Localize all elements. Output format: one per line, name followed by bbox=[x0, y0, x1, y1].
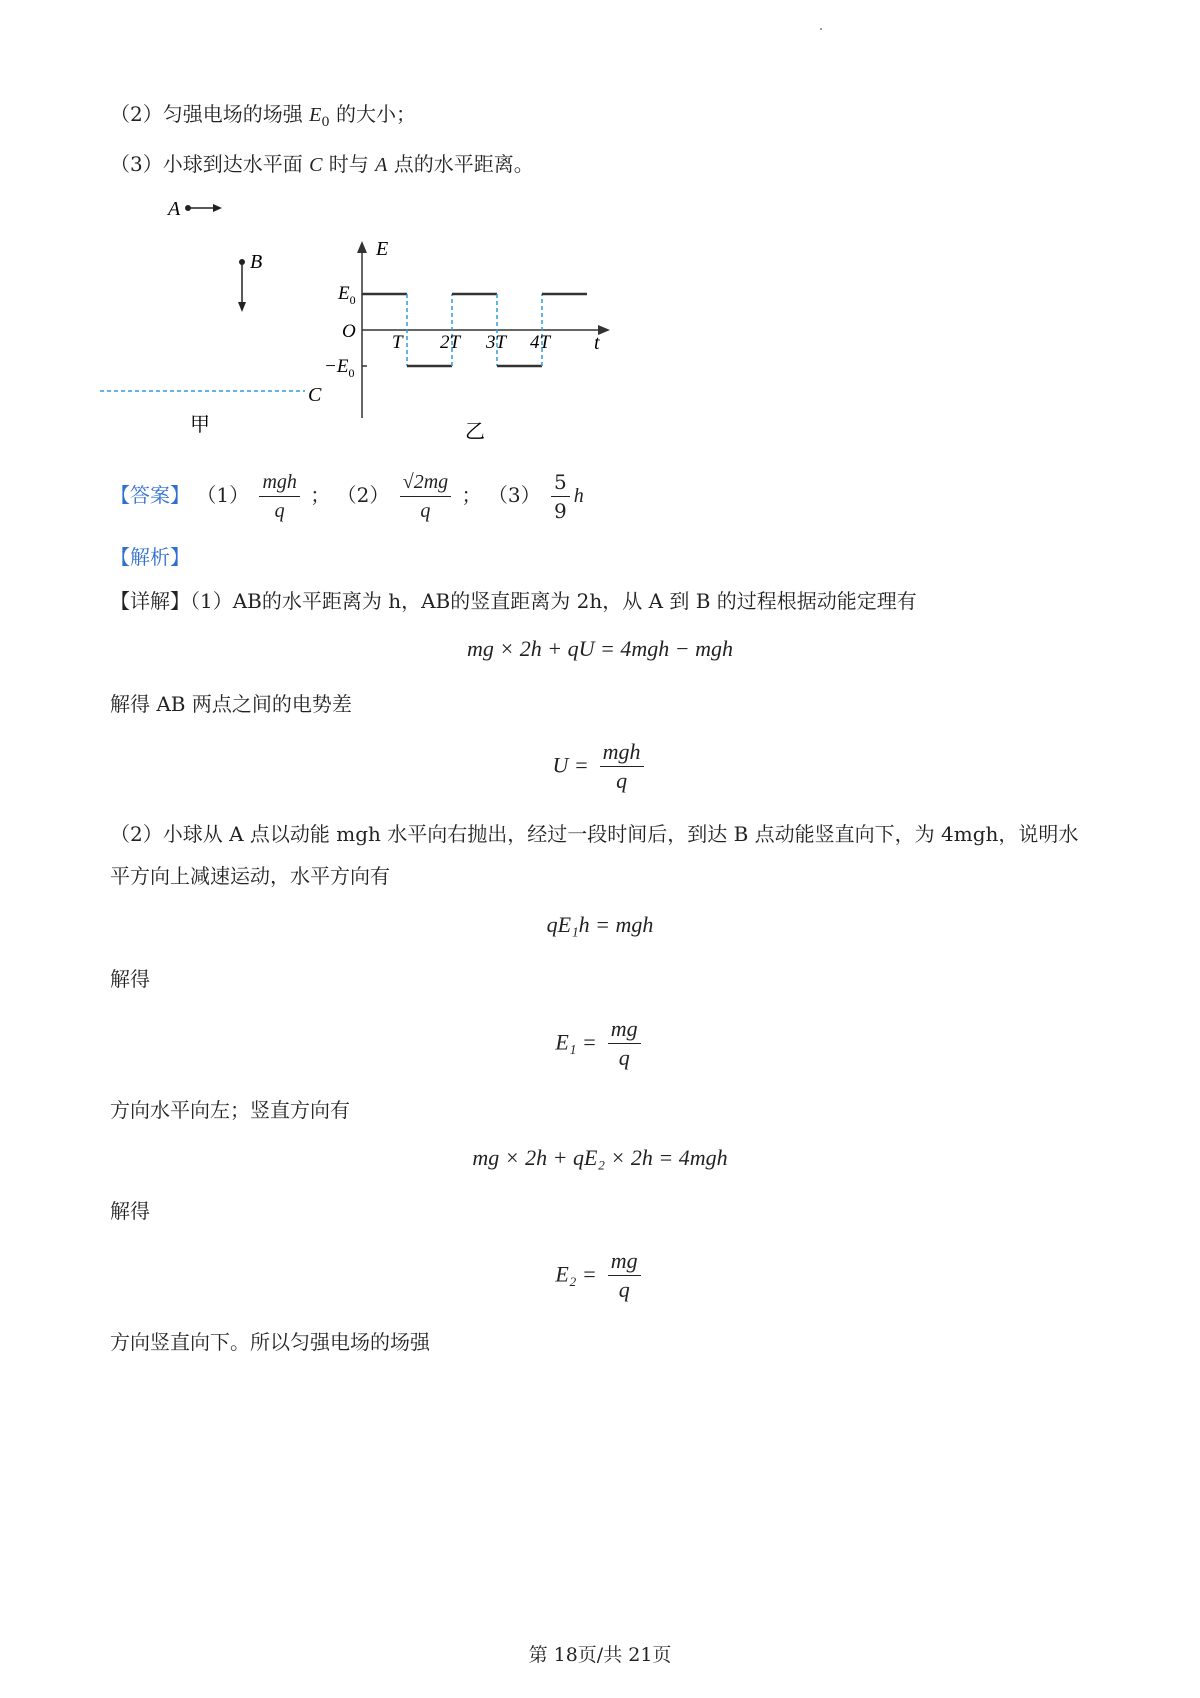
answer-line: 【答案】 （1） $\frac{\text{mgh}}{q}$ ； （2） $\frac{√2mg}{q}$ ； （3） $\frac{5}{9}$ h bbox=[110, 470, 584, 523]
arrow-right-head-icon bbox=[213, 204, 222, 212]
answer-p2: （2） bbox=[336, 483, 390, 507]
text-jiede-1: 解得 bbox=[110, 967, 150, 991]
neg-e0-label: $-E_0$ bbox=[324, 356, 355, 380]
tick-label-t2: 2T bbox=[440, 332, 461, 353]
equation-4: E₁ = $\frac{mg}{q}$ bbox=[0, 1015, 1200, 1072]
label-c: C bbox=[308, 384, 322, 406]
arrow-down-head-icon bbox=[238, 302, 246, 312]
scan-dot bbox=[820, 28, 822, 30]
question-3-a: A bbox=[375, 154, 388, 176]
equation-6: E₂ = $\frac{mg}{q}$ bbox=[0, 1247, 1200, 1304]
answer-frac-2: $\frac{√2mg}{q}$ bbox=[400, 468, 451, 525]
question-3-mid: 时与 bbox=[328, 152, 369, 176]
answer-p1: （1） bbox=[196, 483, 250, 507]
equation-1: mg × 2h + qU = 4mgh − mgh bbox=[467, 636, 733, 661]
origin-label: O bbox=[342, 321, 356, 342]
detail-2b: 平方向上减速运动，水平方向有 bbox=[110, 864, 390, 888]
question-2-sub: 0 bbox=[321, 115, 330, 130]
tick-label-t1: T bbox=[392, 332, 403, 353]
label-a: A bbox=[168, 198, 181, 220]
e0-label: $E_0$ bbox=[338, 283, 356, 307]
axis-label-e: E bbox=[376, 238, 389, 260]
text-dir-2: 方向竖直向下。所以匀强电场的场强 bbox=[110, 1330, 430, 1354]
text-1b: 解得 AB 两点之间的电势差 bbox=[110, 692, 352, 716]
detail-1-text: （1）AB的水平距离为 h，AB的竖直距离为 2h，从 A 到 B 的过程根据动能定理有 bbox=[190, 589, 917, 613]
detail-label: 【详解】 bbox=[110, 589, 190, 613]
question-3-c: C bbox=[309, 154, 323, 176]
question-2-tail: 的大小； bbox=[335, 102, 416, 126]
x-axis-arrow-icon bbox=[598, 325, 610, 335]
question-2-text: （2）匀强电场的场强 bbox=[110, 102, 303, 126]
page-footer: 第 18页/共 21页 bbox=[528, 1644, 672, 1666]
analysis-label: 【解析】 bbox=[110, 545, 190, 569]
equation-3: qE₁h = mgh bbox=[546, 912, 654, 937]
question-3 bbox=[110, 150, 534, 179]
equation-2: U = $\frac{\text{mgh}}{q}$ bbox=[0, 738, 1200, 795]
axis-label-t: t bbox=[594, 332, 600, 354]
text-dir-1: 方向水平向左；竖直方向有 bbox=[110, 1098, 350, 1122]
answer-p3: （3） bbox=[487, 483, 541, 507]
text-jiede-2: 解得 bbox=[110, 1199, 150, 1223]
detail-2a: （2）小球从 A 点以动能 mgh 水平向右抛出，经过一段时间后，到达 B 点动能竖直向下，为 4mgh，说明水 bbox=[110, 822, 1079, 846]
figure-yi bbox=[320, 235, 630, 450]
tick-label-t3: 3T bbox=[486, 332, 507, 353]
question-2 bbox=[110, 100, 416, 137]
equation-5: mg × 2h + qE₂ × 2h = 4mgh bbox=[472, 1145, 728, 1170]
question-2-var: E bbox=[309, 104, 322, 126]
answer-frac-3: $\frac{5}{9}$ bbox=[551, 468, 570, 525]
axes bbox=[357, 241, 610, 418]
answer-frac-1: $\frac{\text{mgh}}{q}$ bbox=[259, 468, 299, 525]
label-b: B bbox=[250, 251, 263, 273]
answer-label: 【答案】 bbox=[110, 483, 190, 507]
y-axis-arrow-icon bbox=[357, 241, 367, 253]
detail-1 bbox=[110, 587, 917, 615]
caption-jia: 甲 bbox=[190, 414, 210, 436]
caption-yi: 乙 bbox=[465, 421, 485, 443]
tick-label-t4: 4T bbox=[530, 332, 551, 353]
question-3-tail: 点的水平距离。 bbox=[393, 152, 534, 176]
question-3-text: （3）小球到达水平面 bbox=[110, 152, 303, 176]
